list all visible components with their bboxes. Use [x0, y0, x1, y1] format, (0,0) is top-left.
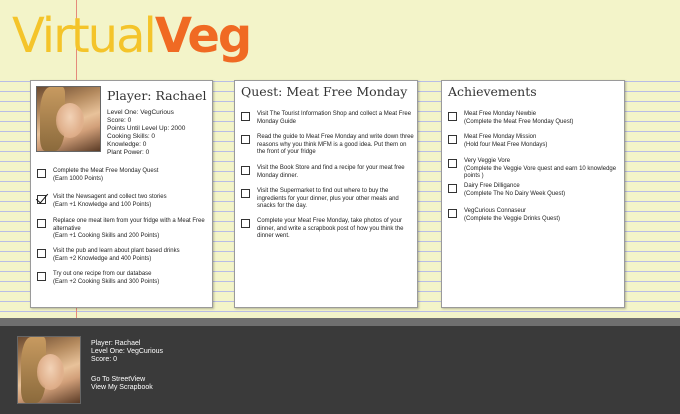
task-line: Visit the Supermarket to find out where to buy the [257, 188, 389, 194]
achievement-item [448, 183, 565, 198]
task-checkbox[interactable] [241, 219, 250, 228]
task-checkbox[interactable] [37, 272, 46, 281]
achievement-line: Meat Free Monday Newbie [464, 111, 537, 117]
task-line: (Earn +2 Cooking Skills and 300 Points) [53, 278, 160, 285]
quest-task [241, 165, 405, 180]
achievement-item [448, 158, 616, 181]
stat-level: Level One: VegCurious [107, 109, 174, 116]
achievement-line: (Complete the Veggie Vore quest and earn 10 knowledge [464, 165, 617, 172]
task-checkbox[interactable] [241, 166, 250, 175]
task-line: (Earn +2 Knowledge and 400 Points) [53, 255, 152, 262]
task-line: dinner went. [257, 233, 290, 239]
achievement-checkbox[interactable] [448, 135, 457, 144]
player-task [37, 248, 180, 263]
achievement-checkbox[interactable] [448, 209, 457, 218]
task-line: Visit The Tourist Information Shop and collect a Meat Free [257, 111, 412, 117]
task-checkbox[interactable] [241, 135, 250, 144]
quest-title: Quest: Meat Free Monday [241, 84, 408, 99]
achievement-item [448, 111, 573, 126]
quest-task [241, 111, 411, 126]
stat-score: Score: 0 [107, 117, 132, 124]
player-task [37, 194, 167, 209]
task-line: Complete your Meat Free Monday, take photos of your [257, 218, 402, 224]
task-line: dinner, and write a scrapbook post of how you think the [257, 225, 404, 232]
achievement-line: (Complete the Veggie Drinks Quest) [464, 215, 561, 222]
player-task [37, 218, 205, 241]
achievement-line: VegCurious Connaseur [464, 208, 527, 214]
bottom-player-info [91, 340, 163, 392]
achievement-line: (Hold four Meat Free Mondays) [464, 141, 548, 148]
task-checkbox[interactable] [241, 189, 250, 198]
player-task [37, 271, 159, 286]
task-line: Complete the Meat Free Monday Quest [53, 168, 159, 174]
bottom-spacer [91, 364, 163, 376]
achievement-line: points ) [464, 173, 484, 179]
task-checkbox[interactable] [37, 219, 46, 228]
achievements-title: Achievements [448, 84, 537, 99]
bottom-player-name: Player: Rachael [91, 340, 141, 347]
task-line: alternative [53, 225, 81, 232]
achievement-line: (Complete the Meat Free Monday Quest) [464, 118, 574, 125]
achievement-line: Dairy Free Dilligance [464, 183, 520, 189]
task-line: Try out one recipe from our database [53, 271, 152, 277]
task-checkbox[interactable] [37, 169, 46, 178]
achievement-checkbox[interactable] [448, 112, 457, 121]
achievement-item [448, 208, 560, 223]
task-line: Replace one meat item from your fridge with a Meat Free [53, 218, 205, 224]
virtualveg-logo: VirtualVeg [12, 8, 251, 64]
task-line: (Earn +1 Cooking Skills and 200 Points) [53, 233, 160, 239]
achievements-panel [441, 80, 625, 308]
view-scrapbook-link[interactable]: View My Scrapbook [91, 384, 153, 391]
task-line: Monday Guide [257, 118, 297, 125]
task-line: reasons why you think MFM is a good idea. Put them on [257, 141, 407, 148]
task-line: Visit the pub and learn about plant based drinks [53, 248, 180, 254]
task-line: Visit the Newsagent and collect two stories [53, 194, 167, 200]
task-line: the front of your fridge [257, 149, 316, 155]
achievement-line: Meat Free Monday Mission [464, 134, 537, 140]
bottom-player-score: Score: 0 [91, 356, 118, 363]
player-avatar [36, 86, 101, 152]
bottom-avatar [17, 336, 81, 404]
achievement-item [448, 134, 547, 149]
achievement-checkbox[interactable] [448, 159, 457, 168]
quest-panel [234, 80, 418, 308]
task-line: snacks for the day. [257, 203, 307, 209]
task-checkbox-checked[interactable] [37, 195, 46, 204]
player-stats [107, 109, 185, 157]
quest-task [241, 188, 399, 211]
achievement-line: (Complete The No Dairy Week Quest) [464, 190, 566, 197]
stat-points-until-level-up: Points Until Level Up: 2000 [107, 125, 186, 132]
task-line: Visit the Book Store and find a recipe for your meat free [257, 165, 405, 171]
player-title: Player: Rachael [107, 88, 207, 103]
stat-knowledge: Knowledge: 0 [107, 141, 147, 148]
task-checkbox[interactable] [241, 112, 250, 121]
player-panel [30, 80, 213, 308]
quest-task [241, 134, 414, 157]
task-checkbox[interactable] [37, 249, 46, 258]
stat-cooking-skills: Cooking Skills: 0 [107, 133, 156, 140]
achievement-line: Very Veggie Vore [464, 158, 511, 164]
task-line: (Earn 1000 Points) [53, 175, 104, 182]
go-to-streetview-link[interactable]: Go To StreetView [91, 376, 146, 383]
task-line: (Earn +1 Knowledge and 100 Points) [53, 201, 152, 208]
bottom-player-level: Level One: VegCurious [91, 348, 163, 355]
player-task [37, 168, 158, 183]
quest-task [241, 218, 403, 241]
task-line: Monday dinner. [257, 172, 299, 179]
task-line: ingredients for your dinner, plus your other meals and [257, 195, 399, 202]
task-line: Read the guide to Meat Free Monday and write down three [257, 134, 414, 140]
achievement-checkbox[interactable] [448, 184, 457, 193]
stat-plant-power: Plant Power: 0 [107, 149, 150, 156]
